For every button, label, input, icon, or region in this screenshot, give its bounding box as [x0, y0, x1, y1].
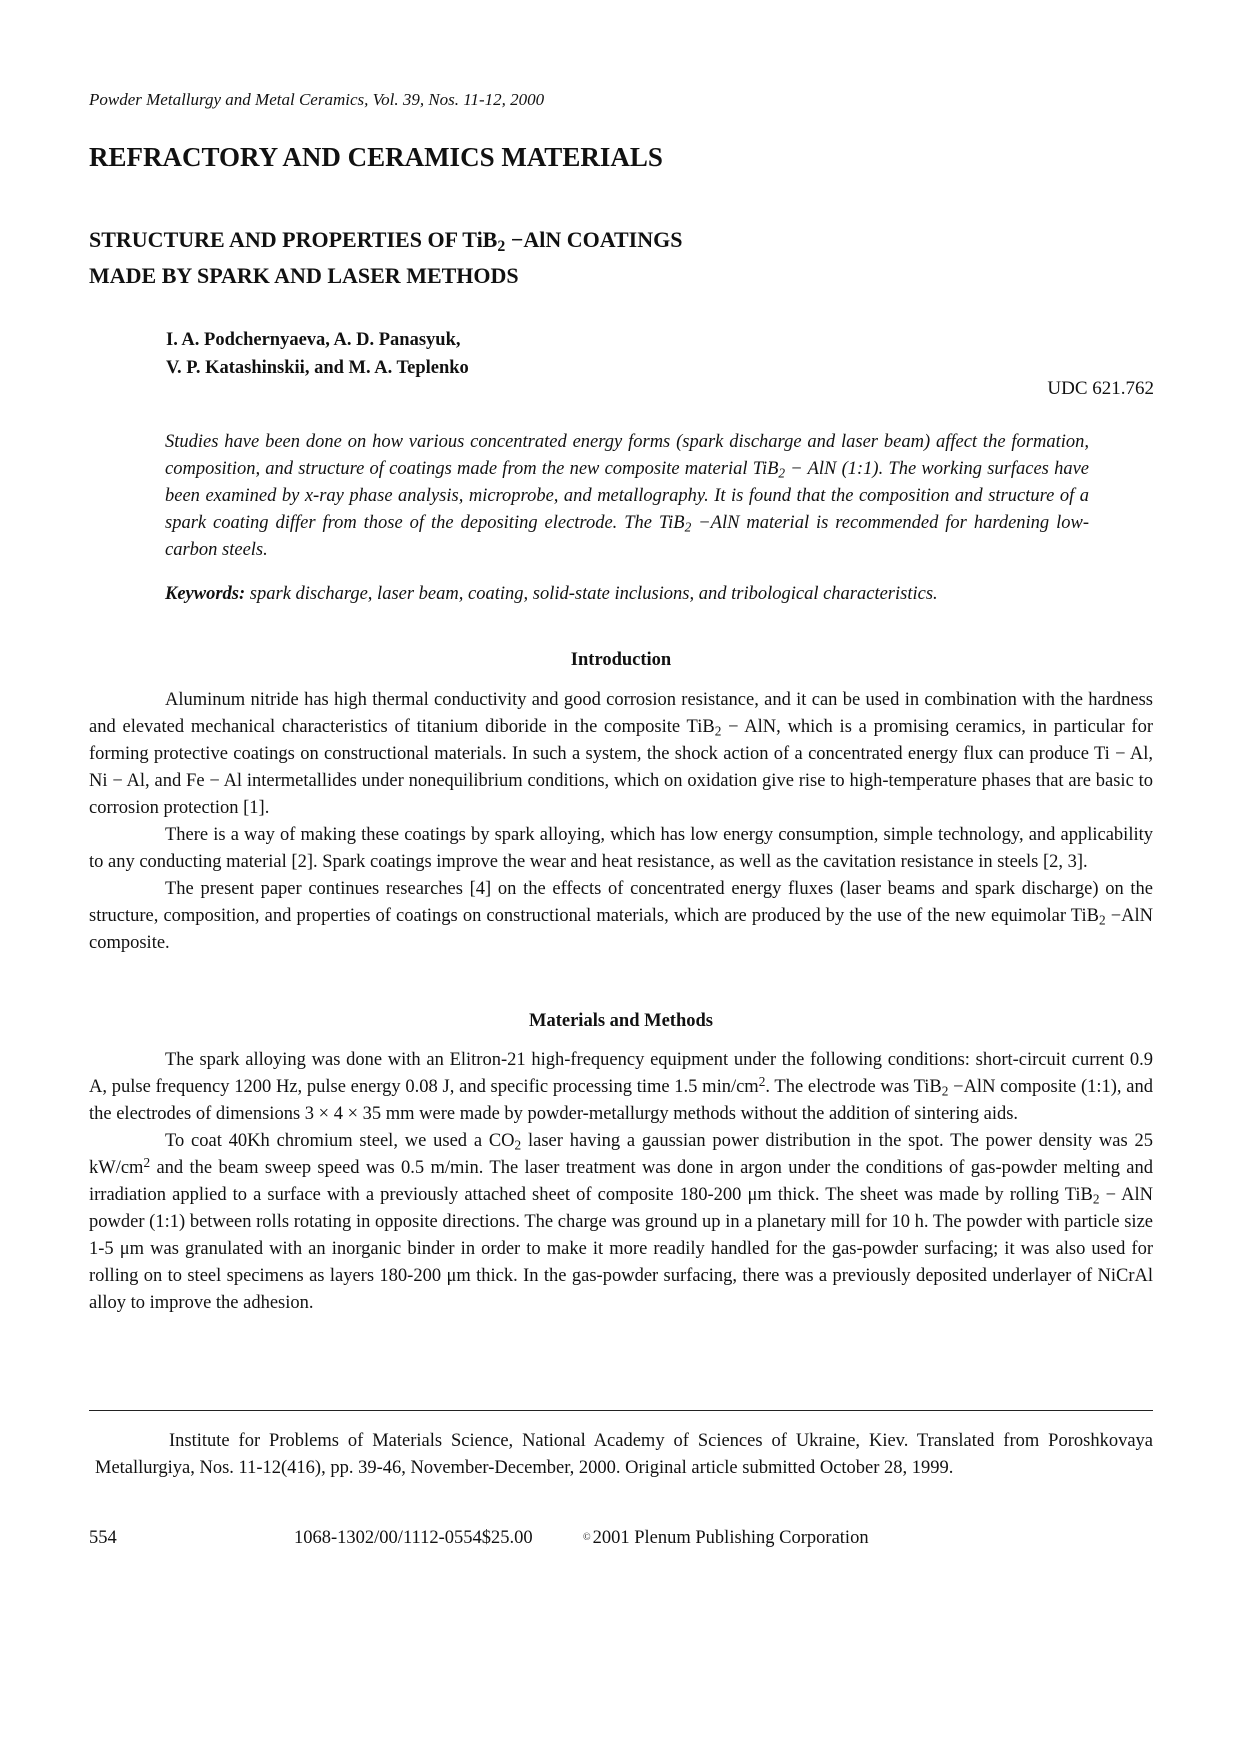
section-title: REFRACTORY AND CERAMICS MATERIALS: [89, 142, 663, 172]
introduction-heading: Introduction: [570, 650, 672, 670]
abstract: Studies have been done on how various concentrated energy forms (spark discharge and laser beam) affect the formation, composition, and structure of coatings made from the new composite material TiB$_2$ − AlN (1:1). The working surfaces have been examined by x-ray phase analysis, microprobe, and metallography. It is found that the composition and structure of a spark coating differ from those of the depositing electrode. The TiB$_2$ −AlN material is recommended for hardening low-carbon steels.: [165, 432, 1089, 560]
methods-body: [89, 1047, 1153, 1317]
keywords-label: Keywords:: [165, 584, 246, 604]
footnote-divider: [89, 1410, 1153, 1411]
footnote-text: Institute for Problems of Materials Science, National Academy of Sciences of Ukraine, Kiev. Translated from Poroshkovaya Metallurgiya, Nos. 11-12(416), pp. 39-46, November-December, 2000. Original article submitted October 28, 1999.: [95, 1431, 1153, 1478]
introduction-body: [89, 687, 1153, 957]
author-list: [166, 326, 469, 382]
keywords-text: spark discharge, laser beam, coating, solid-state inclusions, and tribological characteristics.: [245, 584, 938, 604]
methods-paragraph-2: To coat 40Kh chromium steel, we used a $CO_2$ laser having a gaussian power distribution in the spot. The power density was 25 $kW/cm^2$ and the beam sweep speed was 0.5 m/min. The laser treatment was done in argon under the conditions of gas-powder melting and irradiation applied to a surface with a previously attached sheet of composite 180-200 μm thick. The sheet was made by rolling TiB$_2$ − AlN powder (1:1) between rolls rotating in opposite directions. The charge was ground up in a planetary mill for 10 h. The powder with particle size 1-5 μm was granulated with an inorganic binder in order to make it more readily handled for the gas-powder surfacing; it was also used for rolling on to steel specimens as layers 180-200 μm thick. In the gas-powder surfacing, there was a previously deposited underlayer of NiCrAl alloy to improve the adhesion.: [89, 1131, 1153, 1313]
copyright-symbol: ©: [583, 1532, 591, 1543]
issn-price: 1068-1302/00/1112-0554$25.00: [294, 1528, 533, 1548]
introduction-paragraph-3: The present paper continues researches [4] on the effects of concentrated energy fluxes (laser beams and spark discharge) on the structure, composition, and properties of coatings on constructional materials, which are produced by the use of the new equimolar TiB$_2$ −AlN composite.: [89, 879, 1153, 953]
article-title-line-1: STRUCTURE AND PROPERTIES OF TiB$_2$ −AlN COATINGS: [89, 227, 683, 255]
article-title: [89, 222, 889, 294]
copyright-notice: © 2001 Plenum Publishing Corporation: [583, 1528, 869, 1548]
journal-citation: Powder Metallurgy and Metal Ceramics, Vol. 39, Nos. 11-12, 2000: [89, 90, 545, 109]
authors-line-1: I. A. Podchernyaeva, A. D. Panasyuk,: [166, 330, 461, 350]
keywords: [165, 584, 1089, 605]
introduction-paragraph-2: There is a way of making these coatings by spark alloying, which has low energy consumption, simple technology, and applicability to any conducting material [2]. Spark coatings improve the wear and heat resistance, as well as the cavitation resistance in steels [2, 3].: [89, 825, 1153, 872]
page-number: 554: [89, 1528, 117, 1548]
udc-code: UDC 621.762: [1047, 378, 1154, 399]
authors-line-2: V. P. Katashinskii, and M. A. Teplenko: [166, 358, 469, 378]
methods-heading: Materials and Methods: [529, 1011, 713, 1031]
affiliation-footnote: [95, 1428, 1153, 1482]
methods-paragraph-1: The spark alloying was done with an Elitron-21 high-frequency equipment under the following conditions: short-circuit current 0.9 A, pulse frequency 1200 Hz, pulse energy 0.08 J, and specific processing time 1.5 $\min/cm^2$. The electrode was TiB$_2$ −AlN composite (1:1), and the electrodes of dimensions 3 × 4 × 35 mm were made by powder-metallurgy methods without the addition of sintering aids.: [89, 1050, 1153, 1124]
article-title-line-2: MADE BY SPARK AND LASER METHODS: [89, 263, 519, 288]
introduction-paragraph-1: Aluminum nitride has high thermal conductivity and good corrosion resistance, and it can be used in combination with the hardness and elevated mechanical characteristics of titanium diboride in the composite TiB$_2$ − AlN, which is a promising ceramics, in particular for forming protective coatings on constructional materials. In such a system, the shock action of a concentrated energy flux can produce Ti − Al, Ni − Al, and Fe − Al intermetallides under nonequilibrium conditions, which on oxidation give rise to high-temperature phases that are basic to corrosion protection [1].: [89, 690, 1153, 818]
